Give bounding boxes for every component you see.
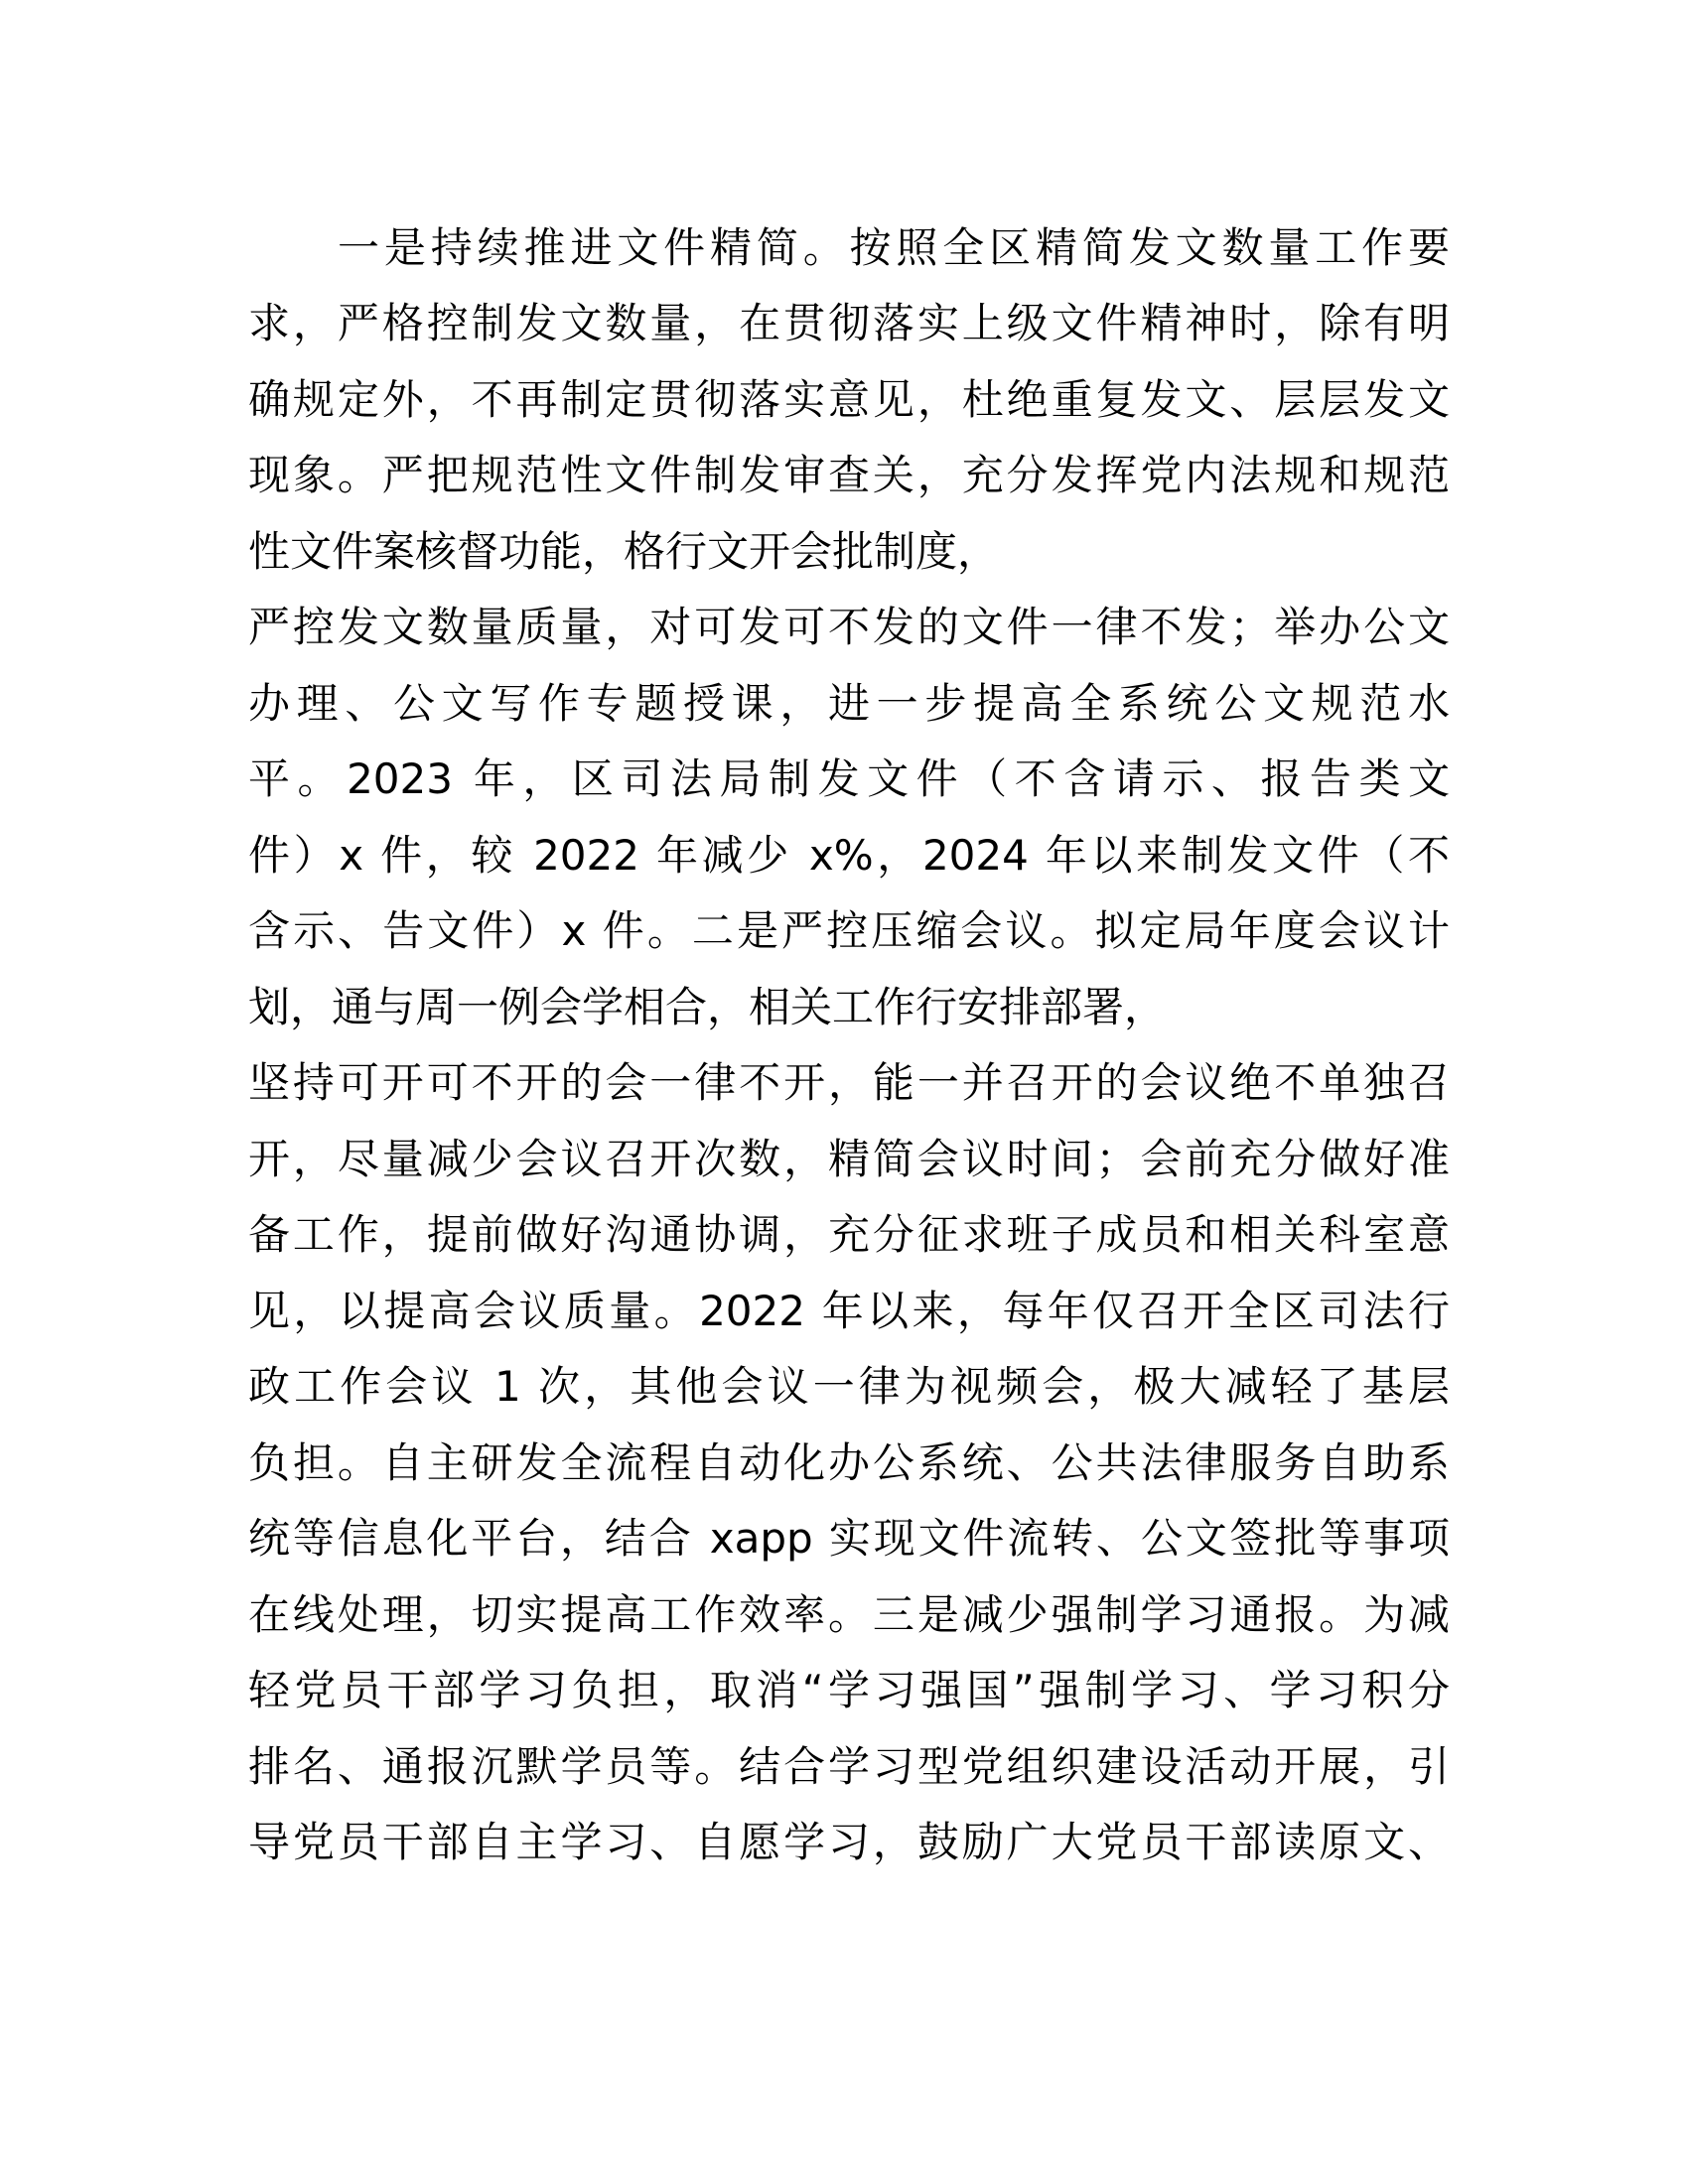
- paragraph-line: 含示、告文件）x 件。二是严控压缩会议。拟定局年度会议计: [248, 906, 1450, 955]
- paragraph-line: 坚持可开可不开的会一律不开，能一并召开的会议绝不单独召: [248, 1058, 1450, 1107]
- paragraph-line: 开，尽量减少会议召开次数，精简会议时间；会前充分做好准: [248, 1135, 1450, 1183]
- paragraph-line: 平。2023 年，区司法局制发文件（不含请示、报告类文: [248, 754, 1450, 803]
- paragraph-line: 办理、公文写作专题授课，进一步提高全系统公文规范水: [248, 679, 1450, 728]
- paragraph-line: 在线处理，切实提高工作效率。三是减少强制学习通报。为减: [248, 1590, 1450, 1639]
- paragraph-line: 一是持续推进文件精简。按照全区精简发文数量工作要: [338, 223, 1450, 272]
- paragraph-line: 严控发文数量质量，对可发可不发的文件一律不发；举办公文: [248, 603, 1450, 651]
- paragraph-line: 件）x 件，较 2022 年减少 x%，2024 年以来制发文件（不: [248, 831, 1450, 880]
- paragraph-line: 确规定外，不再制定贯彻落实意见，杜绝重复发文、层层发文: [248, 375, 1450, 424]
- paragraph-line: 政工作会议 1 次，其他会议一律为视频会，极大减轻了基层: [248, 1362, 1450, 1411]
- paragraph-line: 统等信息化平台，结合 xapp 实现文件流转、公文签批等事项: [248, 1514, 1450, 1563]
- paragraph-line: 轻党员干部学习负担，取消“学习强国”强制学习、学习积分: [248, 1666, 1450, 1714]
- paragraph-line: 排名、通报沉默学员等。结合学习型党组织建设活动开展，引: [248, 1742, 1450, 1791]
- paragraph-line: 负担。自主研发全流程自动化办公系统、公共法律服务自助系: [248, 1438, 1450, 1487]
- paragraph-line: 现象。严把规范性文件制发审查关，充分发挥党内法规和规范: [248, 451, 1450, 499]
- paragraph-line: 求，严格控制发文数量，在贯彻落实上级文件精神时，除有明: [248, 299, 1450, 347]
- paragraph-line: 备工作，提前做好沟通协调，充分征求班子成员和相关科室意: [248, 1210, 1450, 1259]
- paragraph-line: 划，通与周一例会学相合，相关工作行安排部署，: [248, 983, 1167, 1031]
- paragraph-line: 导党员干部自主学习、自愿学习，鼓励广大党员干部读原文、: [248, 1818, 1450, 1866]
- paragraph-line: 见，以提高会议质量。2022 年以来，每年仅召开全区司法行: [248, 1287, 1450, 1335]
- paragraph-line: 性文件案核督功能，格行文开会批制度，: [248, 527, 1000, 576]
